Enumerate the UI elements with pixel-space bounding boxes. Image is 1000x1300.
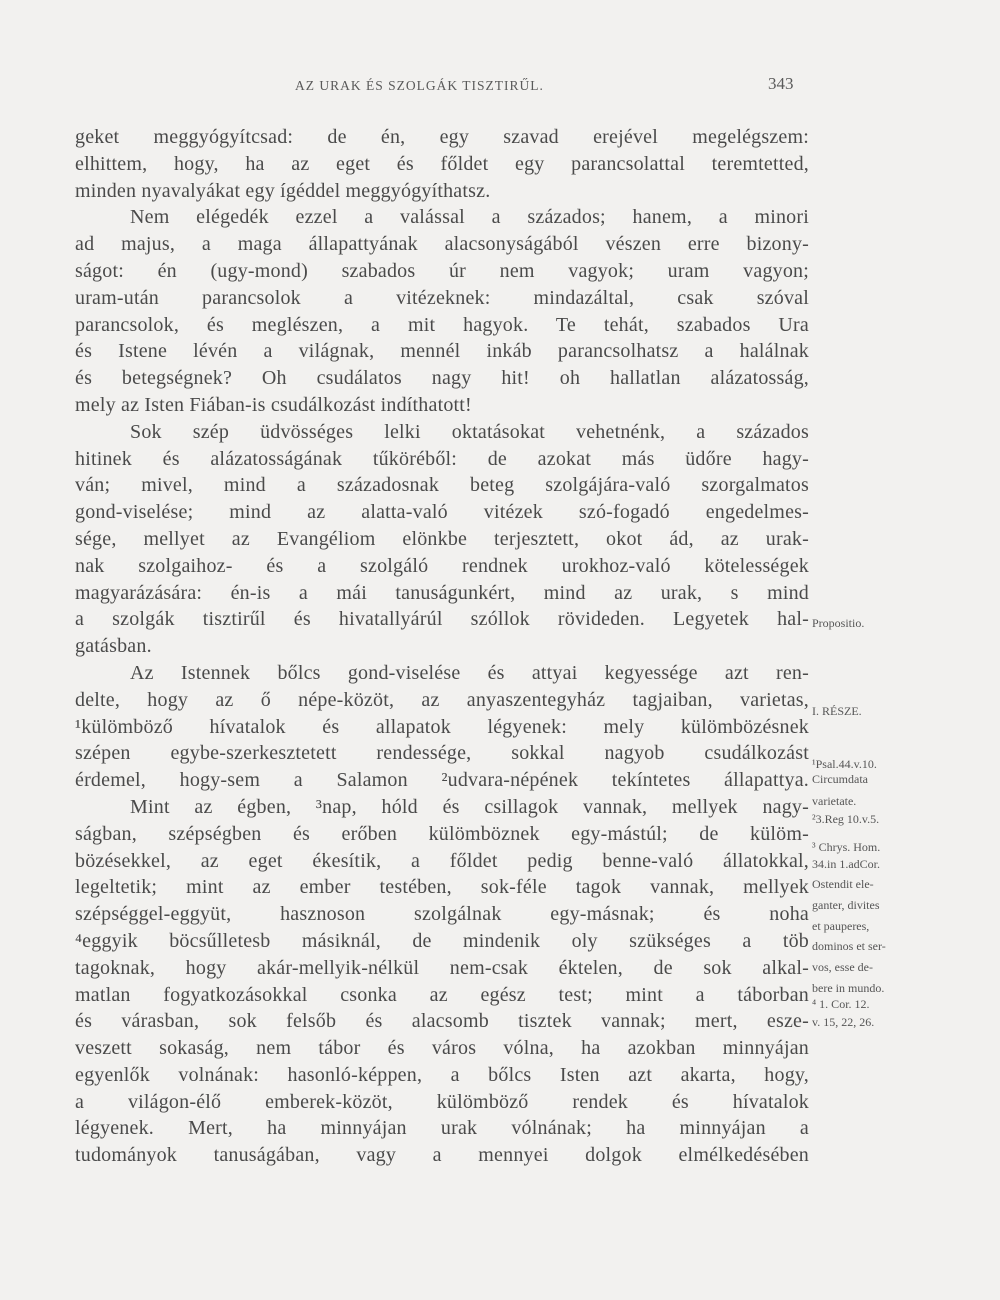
margin-note: ⁴ 1. Cor. 12. bbox=[812, 997, 870, 1011]
text-line: ⁴eggyik böcsűlletesb másiknál, de mindenik oly szükséges a töb bbox=[75, 929, 809, 952]
text-line: uram-után parancsolok a vitézeknek: mindazáltal, csak szóval bbox=[75, 286, 809, 309]
text-line: matlan fogyatkozásokkal csonka az egész test; mint a táborban bbox=[75, 983, 809, 1006]
text-line: Az Istennek bőlcs gond-viselése és attyai kegyessége azt ren- bbox=[130, 661, 809, 684]
text-line: sége, mellyet az Evangéliom elönkbe terjesztett, okot ád, az urak- bbox=[75, 527, 809, 550]
text-line: minden nyavalyákat egy ígéddel meggyógyíthatsz. bbox=[75, 179, 491, 202]
margin-note: varietate. bbox=[812, 794, 857, 808]
text-line: hitinek és alázatosságának tűköréből: de azokat más üdőre hagy- bbox=[75, 447, 809, 470]
text-line: és Istene lévén a világnak, mennél inkáb parancsolhatsz a halálnak bbox=[75, 340, 809, 363]
margin-note: vos, esse de- bbox=[812, 960, 873, 974]
main-text-block bbox=[75, 124, 809, 1169]
text-line: legeltetik; mint az ember testében, sok-féle tagok vannak, mellyek bbox=[75, 876, 809, 899]
text-line: mely az Isten Fiában-is csudálkozást indíthatott! bbox=[75, 393, 472, 416]
text-line: tagoknak, hogy akár-mellyik-nélkül nem-csak éktelen, de sok alkal- bbox=[75, 956, 809, 979]
margin-note: Circumdata bbox=[812, 772, 868, 786]
text-line: elhittem, hogy, ha az eget és főldet egy parancsolattal teremtetted, bbox=[75, 152, 809, 175]
text-line: ván; mivel, mind a századosnak beteg szolgájára-való szorgalmatos bbox=[75, 474, 809, 497]
margin-note: dominos et ser- bbox=[812, 939, 886, 953]
text-line: és betegségnek? Oh csudálatos nagy hit! oh hallatlan alázatosság, bbox=[75, 367, 809, 390]
text-line: ¹külömböző hívatalok és allapatok légyenek: mely külömbözésnek bbox=[75, 715, 809, 738]
text-line: parancsolok, és meglészen, a mit hagyok. Te tehát, szabados Ura bbox=[75, 313, 809, 336]
text-line: Mint az égben, ³nap, hóld és csillagok vannak, mellyek nagy- bbox=[130, 795, 809, 818]
text-line: egyenlők volnának: hasonló-képpen, a bőlcs Isten azt akarta, hogy, bbox=[75, 1063, 809, 1086]
margin-note: et pauperes, bbox=[812, 919, 870, 933]
text-line: és várasban, sok felsőb és alacsomb tisztek vannak; mert, esze- bbox=[75, 1010, 809, 1033]
text-line: Nem elégedék ezzel a valással a százados; hanem, a minori bbox=[130, 206, 809, 229]
text-line: a szolgák tisztirűl és hivatallyárúl szóllok rövideden. Legyetek hal- bbox=[75, 608, 809, 631]
text-line: ad majus, a maga állapattyának alacsonyságából vészen erre bizony- bbox=[75, 233, 809, 256]
text-line: a világon-élő emberek-közöt, külömböző rendek és hívatalok bbox=[75, 1090, 809, 1113]
running-header: AZ URAK ÉS SZOLGÁK TISZTIRŰL. bbox=[295, 78, 544, 93]
text-line: delte, hogy az ő népe-közöt, az anyaszentegyház tagjaiban, varietas, bbox=[75, 688, 809, 711]
text-line: gond-viselése; mind az alatta-való vitézek szó-fogadó engedelmes- bbox=[75, 501, 809, 524]
text-line: geket meggyógyítcsad: de én, egy szavad erejével megelégszem: bbox=[75, 126, 809, 148]
text-line: tudományok tanuságában, vagy a mennyei dolgok elmélkedésében bbox=[75, 1144, 809, 1167]
margin-note: Ostendit ele- bbox=[812, 877, 874, 891]
margin-note: ²3.Reg 10.v.5. bbox=[812, 812, 880, 826]
text-line: bözésekkel, az eget ékesítik, a főldet pedig benne-való állatokkal, bbox=[75, 849, 809, 872]
text-line: légyenek. Mert, ha minnyájan urak vólnának; ha minnyájan a bbox=[75, 1117, 809, 1140]
text-line: szépen egybe-szerkesztetett rendessége, sokkal nagyob csudálkozást bbox=[75, 742, 809, 765]
margin-note: ³ Chrys. Hom. bbox=[812, 840, 881, 854]
margin-note: v. 15, 22, 26. bbox=[812, 1015, 875, 1029]
text-line: ságot: én (ugy-mond) szabados úr nem vagyok; uram vagyon; bbox=[75, 259, 809, 282]
margin-note: ¹Psal.44.v.10. bbox=[812, 757, 877, 771]
margin-note: Propositio. bbox=[812, 616, 865, 630]
page-number: 343 bbox=[768, 74, 794, 93]
text-line: veszett sokaság, nem tábor és város vólna, ha azokban minnyájan bbox=[75, 1037, 809, 1060]
margin-note: ganter, divites bbox=[812, 898, 880, 912]
text-line: ságban, szépségben és erőben külömböznek egy-mástúl; de külöm- bbox=[75, 822, 809, 845]
text-line: Sok szép üdvösséges lelki oktatásokat vehetnénk, a százados bbox=[130, 420, 809, 443]
margin-note: 34.in 1.adCor. bbox=[812, 857, 880, 871]
text-line: szépséggel-eggyüt, hasznoson szolgálnak egy-másnak; és noha bbox=[75, 903, 809, 926]
margin-note: I. RÉSZE. bbox=[812, 704, 862, 718]
text-line: érdemel, hogy-sem a Salamon ²udvara-népének tekíntetes állapattya. bbox=[75, 769, 809, 792]
text-line: magyarázására: én-is a mái tanuságunkért, mind az urak, s mind bbox=[75, 581, 809, 604]
margin-note: bere in mundo. bbox=[812, 981, 885, 995]
text-line: nak szolgaihoz- és a szolgáló rendnek urokhoz-való kötelességek bbox=[75, 554, 809, 577]
text-line: gatásban. bbox=[75, 635, 152, 658]
